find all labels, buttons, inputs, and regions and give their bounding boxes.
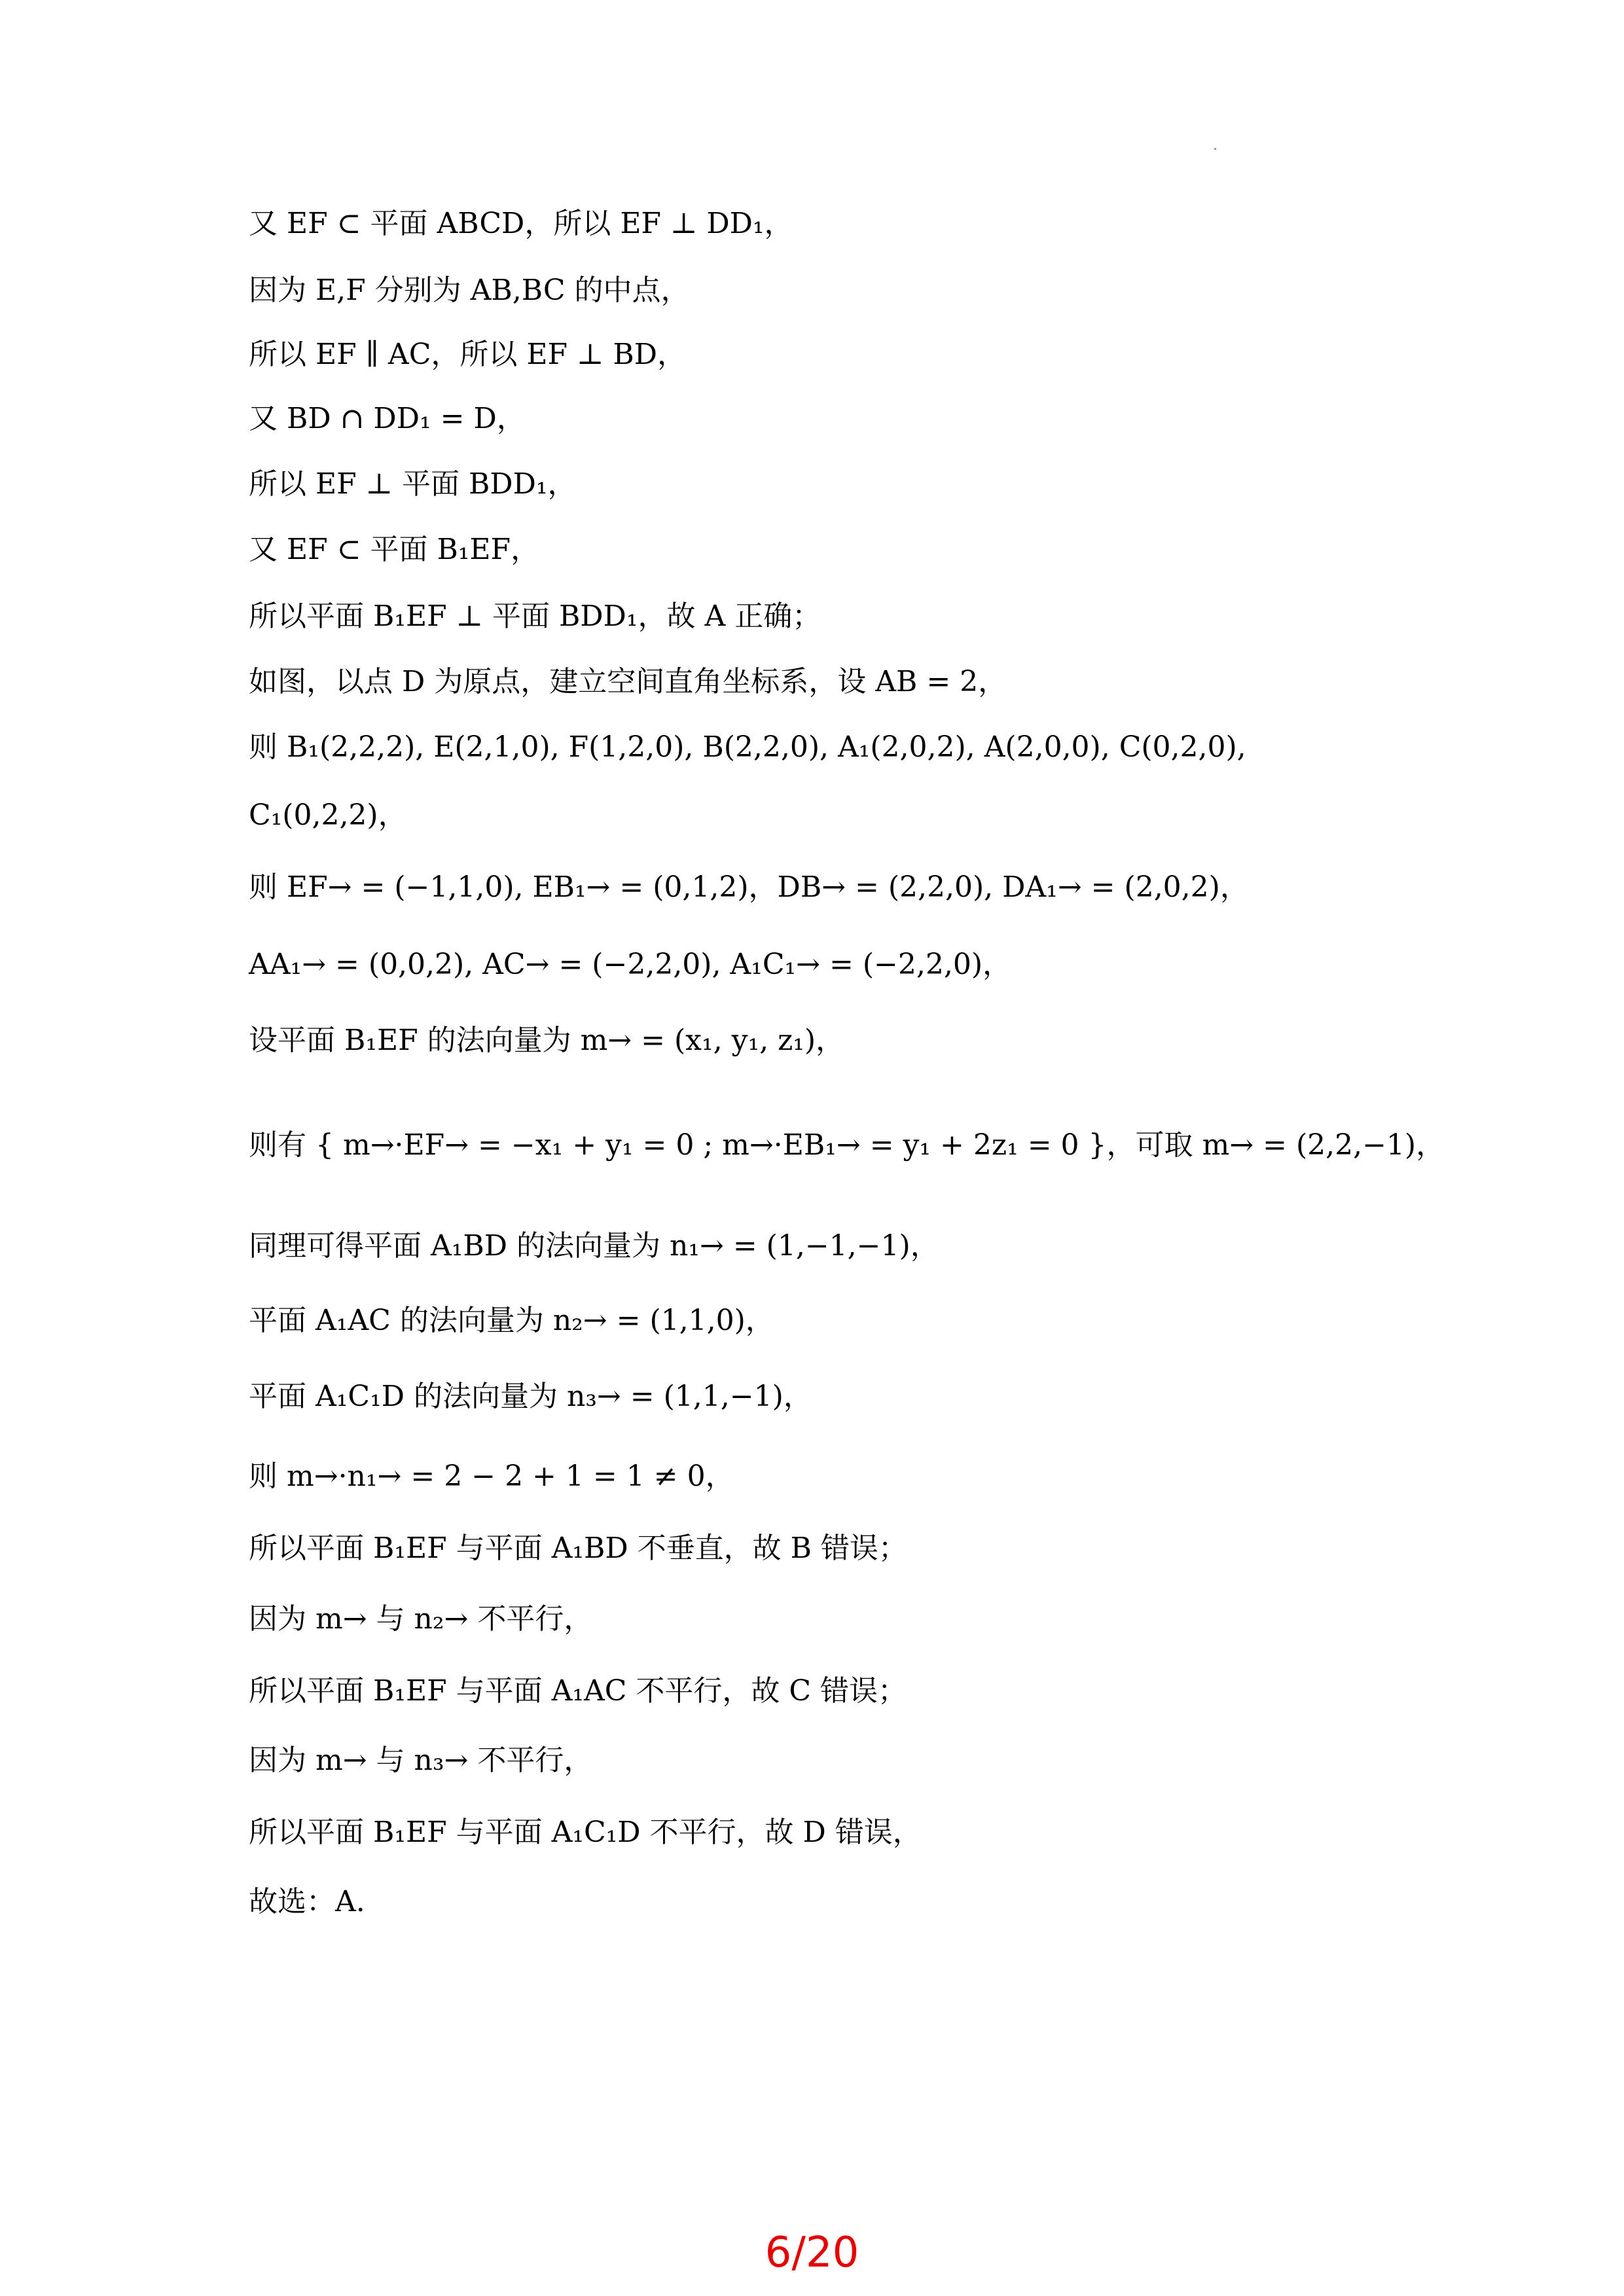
scan-dot <box>1214 148 1216 150</box>
text-line-20: 因为 m→ 与 n₂→ 不平行， <box>249 1602 593 1636</box>
page-number: 6/20 <box>765 2229 859 2277</box>
text-line-16: 平面 A₁AC 的法向量为 n₂→ = (1,1,0)， <box>249 1304 774 1337</box>
text-line-3: 所以 EF ∥ AC，所以 EF ⊥ BD， <box>249 338 686 371</box>
text-line-5: 所以 EF ⊥ 平面 BDD₁， <box>249 467 577 501</box>
text-line-6: 又 EF ⊂ 平面 B₁EF， <box>249 533 540 566</box>
text-line-13: 设平面 B₁EF 的法向量为 m→ = (x₁, y₁, z₁)， <box>249 1024 845 1057</box>
text-line-19: 所以平面 B₁EF 与平面 A₁BD 不垂直，故 B 错误； <box>249 1532 907 1565</box>
text-line-7: 所以平面 B₁EF ⊥ 平面 BDD₁，故 A 正确； <box>249 600 821 633</box>
text-line-21: 所以平面 B₁EF 与平面 A₁AC 不平行，故 C 错误； <box>249 1674 907 1708</box>
text-line-15: 同理可得平面 A₁BD 的法向量为 n₁→ = (1,−1,−1)， <box>249 1229 939 1263</box>
text-line-2: 因为 E,F 分别为 AB,BC 的中点， <box>249 274 690 307</box>
text-line-24: 故选：A. <box>249 1885 365 1918</box>
text-line-1: 又 EF ⊂ 平面 ABCD，所以 EF ⊥ DD₁， <box>249 207 793 240</box>
text-line-10: C₁(0,2,2)， <box>249 798 407 832</box>
text-line-18: 则 m→·n₁→ = 2 − 2 + 1 = 1 ≠ 0， <box>249 1460 734 1493</box>
text-line-11: 则 EF→ = (−1,1,0), EB₁→ = (0,1,2)，DB→ = (2,2,0), DA₁→ = (2,0,2)， <box>249 870 1249 904</box>
text-line-22: 因为 m→ 与 n₃→ 不平行， <box>249 1744 593 1777</box>
text-line-12: AA₁→ = (0,0,2), AC→ = (−2,2,0), A₁C₁→ = (−2,2,0)， <box>249 948 1012 981</box>
text-line-9: 则 B₁(2,2,2), E(2,1,0), F(1,2,0), B(2,2,0), A₁(2,0,2), A(2,0,0), C(0,2,0), <box>249 730 1246 764</box>
text-line-17: 平面 A₁C₁D 的法向量为 n₃→ = (1,1,−1)， <box>249 1380 812 1413</box>
text-line-23: 所以平面 B₁EF 与平面 A₁C₁D 不平行，故 D 错误， <box>249 1816 922 1849</box>
text-line-4: 又 BD ∩ DD₁ = D， <box>249 402 526 435</box>
text-line-8: 如图，以点 D 为原点，建立空间直角坐标系，设 AB = 2， <box>249 665 1007 698</box>
text-line-14: 则有 { m→·EF→ = −x₁ + y₁ = 0 ; m→·EB₁→ = y₁ + 2z₁ = 0 }，可取 m→ = (2,2,−1)， <box>249 1128 1445 1162</box>
